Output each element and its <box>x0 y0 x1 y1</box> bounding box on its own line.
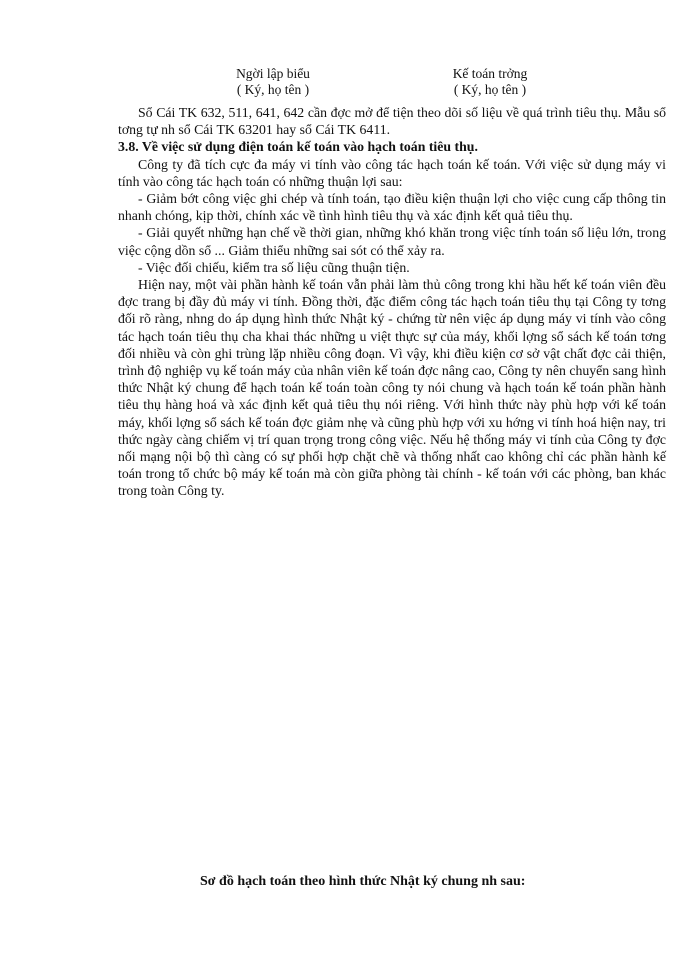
paragraph-computer-usage: Công ty đã tích cực đa máy vi tính vào công tác hạch toán kế toán. Với việc sử dụng máy vi tính vào công tác hạch toán có những thuận lợi sau: <box>118 156 666 189</box>
chief-accountant-sign-note: ( Ký, họ tên ) <box>453 82 527 97</box>
document-body <box>118 104 666 500</box>
section-heading-3-8: 3.8. Về việc sử dụng điện toán kế toán vào hạch toán tiêu thụ. <box>118 139 478 155</box>
chief-accountant-title: Kế toán trởng <box>452 66 528 81</box>
signature-block-preparer <box>208 66 338 98</box>
diagram-title: Sơ đồ hạch toán theo hình thức Nhật ký chung nh sau: <box>200 874 526 889</box>
preparer-title: Ngời lập biểu <box>236 66 310 81</box>
paragraph-recommendation: Hiện nay, một vài phần hành kế toán vẫn phải làm thủ công trong khi hầu hết kế toán viên đều đợc trang bị đầy đủ máy vi tính. Đồng thời, đặc điểm công tác hạch toán tiêu thụ tại Công ty tơng đối rõ ràng, nhng do áp dụng hình thức Nhật ký - chứng từ nên việc áp dụng máy vi tính vào công tác hạch toán tiêu thụ cha khai thác những u việt thực sự của máy, khối lợng sổ sách kế toán tơng đối nhiều và còn ghi trùng lặp nhiều công đoạn. Vì vậy, khi điều kiện cơ sở vật chất đợc cải thiện, trình độ nghiệp vụ kế toán máy của nhân viên kế toán đợc nâng cao, Công ty nên chuyển sang hình thức Nhật ký chung để hạch toán kế toán toàn công ty nói chung và hạch toán kế toán phần hành tiêu thụ hàng hoá và xác định kết quả tiêu thụ nói riêng. Với hình thức này phù hợp với kế toán máy, khối lợng sổ sách kế toán đợc giảm nhẹ và cũng phù hợp với xu hớng vi tính hoá hiện nay, tri thức ngày càng chiếm vị trí quan trọng trong công việc. Nếu hệ thống máy vi tính của Công ty đợc nối mạng nội bộ thì càng có sự phối hợp chặt chẽ và thống nhất cao không chỉ các phần hành kế toán trong tổ chức bộ máy kế toán mà còn giữa phòng tài chính - kế toán với các phòng, ban khác trong toàn Công ty. <box>118 277 666 499</box>
paragraph-ledger-accounts: Sổ Cái TK 632, 511, 641, 642 cần đợc mở để tiện theo dõi số liệu về quá trình tiêu thụ. Mẫu sổ tơng tự nh sổ Cái TK 63201 hay sổ Cái TK 6411. <box>118 105 666 138</box>
paragraph-benefit-3: - Việc đối chiếu, kiểm tra số liệu cũng thuận tiện. <box>138 259 410 275</box>
paragraph-benefit-2: - Giải quyết những hạn chế về thời gian, những khó khăn trong việc tính toán số liệu lớn, trong việc cộng dồn sổ ... Giảm thiểu những sai sót có thể xảy ra. <box>118 225 666 258</box>
signature-block-chief-accountant <box>420 66 560 98</box>
preparer-sign-note: ( Ký, họ tên ) <box>236 82 310 97</box>
paragraph-benefit-1: - Giảm bớt công việc ghi chép và tính toán, tạo điều kiện thuận lợi cho việc cung cấp thông tin nhanh chóng, kịp thời, chính xác về tình hình tiêu thụ và xác định kết quả tiêu thụ. <box>118 191 666 224</box>
